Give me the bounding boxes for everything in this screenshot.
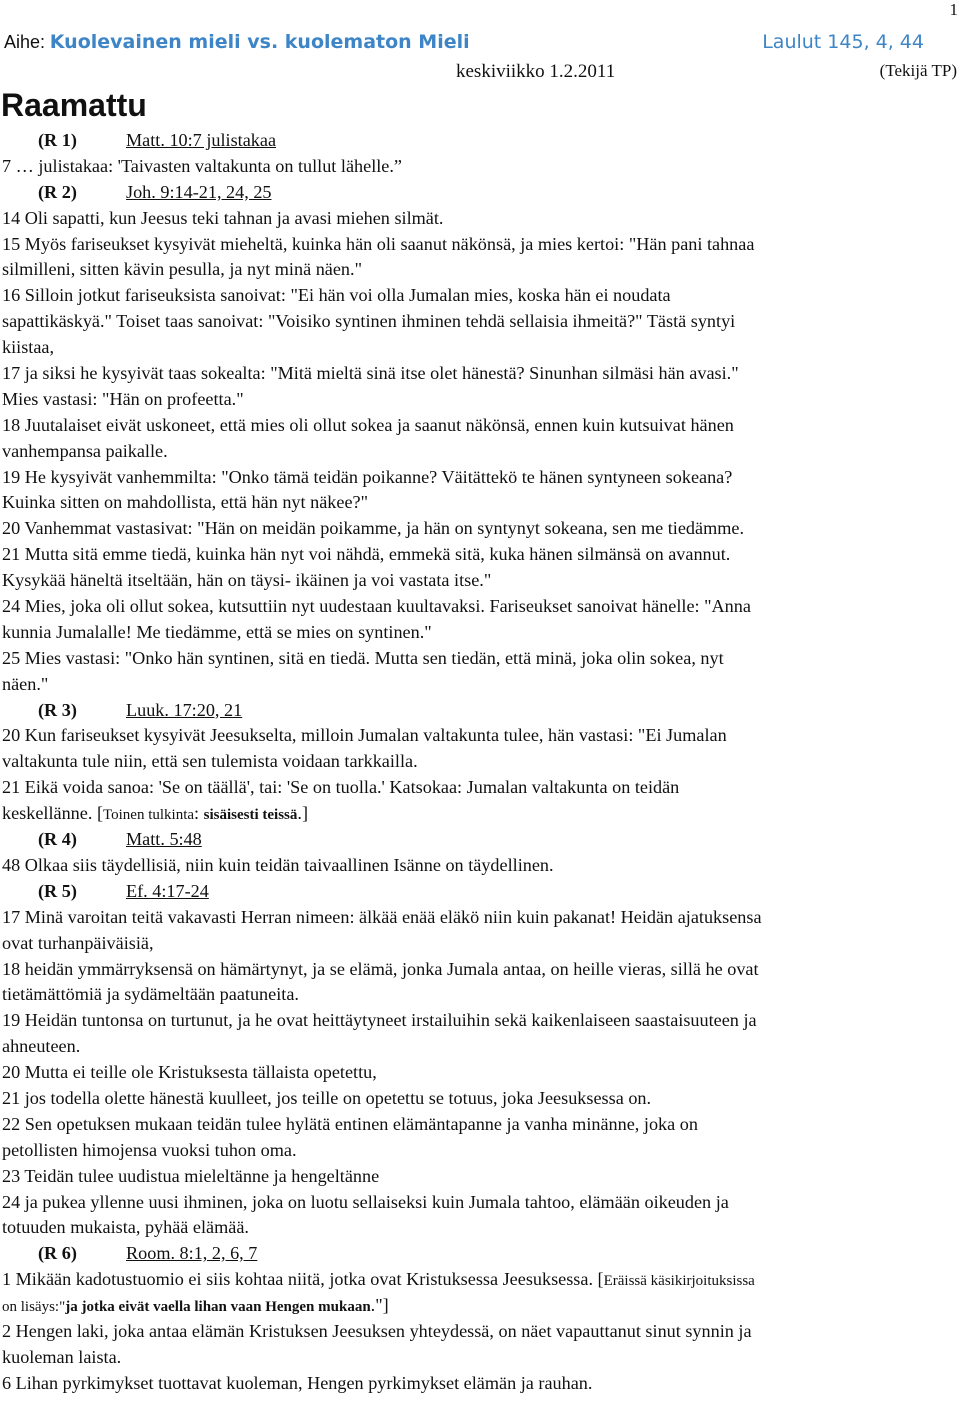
reference-r6	[2, 1241, 954, 1267]
reference-label: (R 3)	[38, 699, 77, 720]
topic-title: Kuolevainen mieli vs. kuolematon Mieli	[49, 31, 470, 53]
reference-r5	[2, 879, 954, 905]
verse-line	[2, 1267, 954, 1293]
verse-line: 25 Mies vastasi: "Onko hän syntinen, sitä en tiedä. Mutta sen tiedän, että minä, joka olin sokea, nyt	[2, 647, 724, 668]
page-title: Raamattu	[1, 87, 147, 123]
reference-link[interactable]: Matt. 5:48	[126, 829, 202, 850]
verse-line: 22 Sen opetuksen mukaan teidän tulee hylätä entinen elämäntapanne ja vanha minänne, joka on	[2, 1113, 698, 1134]
reference-label: (R 5)	[38, 880, 77, 901]
verse-line: ovat turhanpäiväisiä,	[2, 932, 154, 953]
verse-line: kunnia Jumalalle! Me tiedämme, että se mies on syntinen."	[2, 621, 432, 642]
verse-line: 48 Olkaa siis täydellisiä, niin kuin teidän taivaallinen Isänne on täydellinen.	[2, 854, 554, 875]
verse-line: 6 Lihan pyrkimykset tuottavat kuoleman, Hengen pyrkimykset elämän ja rauhan.	[2, 1372, 593, 1393]
verse-line: silmilleni, sitten kävin pesulla, ja nyt minä näen."	[2, 259, 362, 280]
verse-line: 15 Myös fariseukset kysyivät mieheltä, kuinka hän oli saanut näkönsä, ja mies kertoi: "Hän pani tahnaa	[2, 233, 755, 254]
reference-label: (R 2)	[38, 181, 77, 202]
verse-line: Mies vastasi: "Hän on profeetta."	[2, 388, 244, 409]
date: keskiviikko 1.2.2011	[456, 61, 616, 82]
verse-line: Kuinka sitten on mahdollista, että hän nyt näkee?"	[2, 492, 369, 513]
aihe-label: Aihe:	[4, 32, 46, 52]
reference-r1	[2, 128, 954, 154]
author: (Tekijä TP)	[879, 61, 957, 80]
verse-line: 19 Heidän tuntonsa on turtunut, ja he ovat heittäytyneet irstailuihin sekä kaikenlaiseen saastaisuuteen ja	[2, 1010, 757, 1031]
footnote-close: ."]	[370, 1295, 389, 1316]
verse-text: keskellänne. [	[2, 803, 103, 824]
reference-link[interactable]: Luuk. 17:20, 21	[126, 699, 243, 720]
verse-text: 1 Mikään kadotustuomio ei siis kohtaa niitä, jotka ovat Kristuksessa Jeesuksessa. [	[2, 1269, 604, 1290]
reference-r4	[2, 827, 954, 853]
verse-line: 18 heidän ymmärryksensä on hämärtynyt, ja se elämä, jonka Jumala antaa, on heille vieras, sillä he ovat	[2, 958, 759, 979]
verse-line: vanhempansa paikalle.	[2, 440, 168, 461]
verse-line	[2, 1293, 954, 1319]
reference-label: (R 1)	[38, 130, 77, 150]
verse-line: 24 Mies, joka oli ollut sokea, kutsuttiin nyt uudestaan kuultavaksi. Fariseukset sanoivat hänelle: "Anna	[2, 596, 751, 617]
footnote-label: on lisäys:"	[2, 1299, 66, 1316]
verse-line: 20 Vanhemmat vastasivat: "Hän on meidän poikamme, ja hän on syntynyt sokeana, sen me tiedämme.	[2, 518, 744, 539]
verse-line: ahneuteen.	[2, 1036, 81, 1057]
footnote-label: Eräissä käsikirjoituksissa	[603, 1273, 755, 1290]
verse-line	[2, 801, 954, 827]
footnote-close: .]	[297, 803, 308, 824]
verse-line: 20 Mutta ei teille ole Kristuksesta tällaista opetettu,	[2, 1062, 377, 1083]
reference-r3	[2, 698, 954, 724]
verse-line: 20 Kun fariseukset kysyivät Jeesukselta, milloin Jumalan valtakunta tulee, hän vastasi: "Ei Jumalan	[2, 725, 727, 746]
verse-line: sapattikäskyä." Toiset taas sanoivat: "Voisiko syntinen ihminen tehdä sellaisia ihmeitä?" Tästä syntyi	[2, 311, 736, 332]
hymn-numbers: Laulut 145, 4, 44	[762, 31, 924, 53]
verse-line: petollisten himojensa vuoksi tuhon oma.	[2, 1139, 297, 1160]
verse-line: kiistaa,	[2, 337, 55, 358]
verse-line: 23 Teidän tulee uudistua mieleltänne ja hengeltänne	[2, 1165, 380, 1186]
verse-line: 2 Hengen laki, joka antaa elämän Kristuksen Jeesuksen yhteydessä, on näet vapauttanut sinut synnin ja	[2, 1320, 752, 1341]
footnote-separator: :	[194, 803, 204, 824]
verse-line: 14 Oli sapatti, kun Jeesus teki tahnan ja avasi miehen silmät.	[2, 207, 444, 228]
reference-link[interactable]: Ef. 4:17-24	[126, 880, 209, 901]
verse-line: 21 Eikä voida sanoa: 'Se on täällä', tai: 'Se on tuolla.' Katsokaa: Jumalan valtakunta on teidän	[2, 777, 680, 798]
verse-line: 21 Mutta sitä emme tiedä, kuinka hän nyt voi nähdä, emmekä sitä, kuka hänen silmänsä on avannut.	[2, 544, 731, 565]
verse-line: 16 Silloin jotkut fariseuksista sanoivat: "Ei hän voi olla Jumalan mies, koska hän ei noudata	[2, 285, 671, 306]
verse-line: 17 Minä varoitan teitä vakavasti Herran nimeen: älkää enää eläkö niin kuin pakanat! Heidän ajatuksensa	[2, 906, 762, 927]
verse-line: 7 … julistakaa: 'Taivasten valtakunta on tullut lähelle.”	[2, 155, 402, 176]
footnote-label: Toinen tulkinta	[103, 807, 195, 824]
verse-line: valtakunta tule niin, että sen tulemista voidaan tarkkailla.	[2, 751, 418, 772]
verse-line: Kysykää häneltä itseltään, hän on täysi- ikäinen ja voi vastata itse."	[2, 570, 492, 591]
verse-line: 18 Juutalaiset eivät uskoneet, että mies oli ollut sokea ja saanut näkönsä, ennen kuin kutsuivat hänen	[2, 414, 734, 435]
footnote-text: sisäisesti teissä	[203, 807, 298, 824]
reference-r2	[2, 180, 954, 206]
verse-line: kuoleman laista.	[2, 1346, 122, 1367]
verse-line: näen."	[2, 673, 49, 694]
reference-link[interactable]: Matt. 10:7 julistakaa	[126, 130, 277, 150]
verse-line: tietämättömiä ja sydämeltään paatuneita.	[2, 984, 299, 1005]
reference-link[interactable]: Joh. 9:14-21, 24, 25	[126, 181, 272, 202]
verse-line: 17 ja siksi he kysyivät taas sokealta: "Mitä mieltä sinä itse olet hänestä? Sinunhan silmäsi hän avasi."	[2, 363, 739, 384]
verse-line: 19 He kysyivät vanhemmilta: "Onko tämä teidän poikanne? Väitättekö te hänen syntyneen sokeana?	[2, 466, 733, 487]
scripture-content	[2, 128, 954, 1397]
reference-label: (R 6)	[38, 1243, 77, 1264]
header-line	[4, 31, 924, 57]
reference-link[interactable]: Room. 8:1, 2, 6, 7	[126, 1243, 258, 1264]
verse-line: 21 jos todella olette hänestä kuulleet, jos teille on opetettu se totuus, joka Jeesuksessa on.	[2, 1087, 652, 1108]
verse-line: 24 ja pukea yllenne uusi ihminen, joka on luotu sellaiseksi kuin Jumala tahtoo, elämään oikeuden ja	[2, 1191, 729, 1212]
footnote-text: ja jotka eivät vaella lihan vaan Hengen mukaan	[65, 1299, 371, 1316]
page-number: 1	[949, 0, 958, 19]
verse-line: totuuden mukaista, pyhää elämää.	[2, 1217, 249, 1238]
reference-label: (R 4)	[38, 829, 77, 850]
